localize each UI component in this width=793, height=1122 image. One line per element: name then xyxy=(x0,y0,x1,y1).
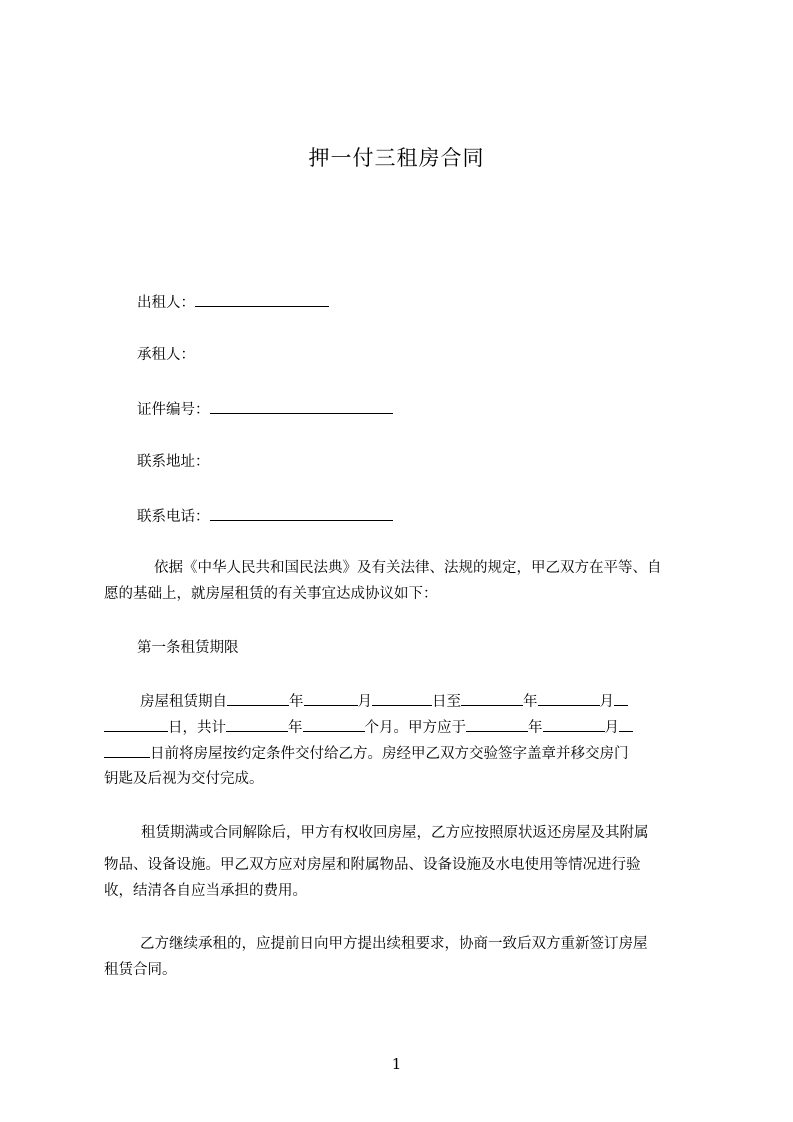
return-line-1 xyxy=(138,823,700,843)
return-line-3: 收，结清各自应当承担的费用。 xyxy=(104,883,307,899)
term-text-5: 年 xyxy=(523,694,538,710)
lessee-field xyxy=(137,345,195,365)
total-years-blank[interactable] xyxy=(226,717,288,732)
delivery-day-blank[interactable] xyxy=(104,743,150,758)
term-text-10: 年 xyxy=(528,720,543,736)
contract-title: 押一付三租房合同 xyxy=(308,146,485,170)
start-month-blank[interactable] xyxy=(304,691,358,706)
term-text-4: 日至 xyxy=(432,694,461,710)
delivery-day-blank-start[interactable] xyxy=(619,717,633,732)
term-text-2: 年 xyxy=(289,694,304,710)
preamble-line-2: 愿的基础上，就房屋租赁的有关事宜达成协议如下： xyxy=(104,586,438,602)
term-line-2 xyxy=(104,717,700,738)
lessor-field xyxy=(137,292,329,313)
preamble-line-1 xyxy=(137,558,699,578)
return-line-1-text: 租赁期满或合同解除后，甲方有权收回房屋，乙方应按照原状返还房屋及其附属 xyxy=(141,825,649,841)
term-line-4: 钥匙及后视为交付完成。 xyxy=(104,771,264,787)
lessor-label: 出租人： xyxy=(137,295,195,311)
lessee-label: 承租人： xyxy=(137,347,195,363)
id-number-label: 证件编号： xyxy=(137,402,210,418)
delivery-year-blank[interactable] xyxy=(466,717,528,732)
term-text-1: 房屋租赁期自 xyxy=(140,694,227,710)
article-1-heading: 第一条租赁期限 xyxy=(137,640,239,656)
lessor-blank[interactable] xyxy=(195,292,329,307)
end-day-blank-start[interactable] xyxy=(614,691,628,706)
phone-label: 联系电话： xyxy=(137,509,210,525)
start-year-blank[interactable] xyxy=(227,691,289,706)
term-text-7: 日，共计 xyxy=(168,720,226,736)
preamble-line-1-text: 依据《中华人民共和国民法典》及有关法律、法规的规定，甲乙双方在平等、自 xyxy=(154,560,662,576)
term-text-3: 月 xyxy=(357,694,372,710)
term-text-6: 月 xyxy=(599,694,614,710)
term-text-9: 个月。甲方应于 xyxy=(364,720,466,736)
address-label: 联系地址： xyxy=(137,454,210,470)
id-number-field xyxy=(137,399,393,420)
phone-blank[interactable] xyxy=(210,506,393,521)
total-months-blank[interactable] xyxy=(303,717,365,732)
end-month-blank[interactable] xyxy=(538,691,600,706)
renewal-line-2: 租赁合同。 xyxy=(104,962,177,978)
term-line-1 xyxy=(140,691,700,712)
term-text-11: 月 xyxy=(604,720,619,736)
id-number-blank[interactable] xyxy=(210,399,393,414)
phone-field xyxy=(137,506,393,527)
address-field xyxy=(137,452,210,472)
renewal-line-1: 乙方继续承租的，应提前日向甲方提出续租要求，协商一致后双方重新签订房屋 xyxy=(140,936,648,952)
page-number: 1 xyxy=(391,1055,402,1073)
return-line-2: 物品、设备设施。甲乙双方应对房屋和附属物品、设备设施及水电使用等情况进行验 xyxy=(104,857,641,873)
term-text-8: 年 xyxy=(288,720,303,736)
term-text-12: 日前将房屋按约定条件交付给乙方。房经甲乙双方交验签字盖章并移交房门 xyxy=(150,746,629,762)
end-day-blank[interactable] xyxy=(104,717,168,732)
start-day-blank[interactable] xyxy=(372,691,432,706)
term-line-3 xyxy=(104,743,700,764)
delivery-month-blank[interactable] xyxy=(543,717,605,732)
end-year-blank[interactable] xyxy=(461,691,523,706)
